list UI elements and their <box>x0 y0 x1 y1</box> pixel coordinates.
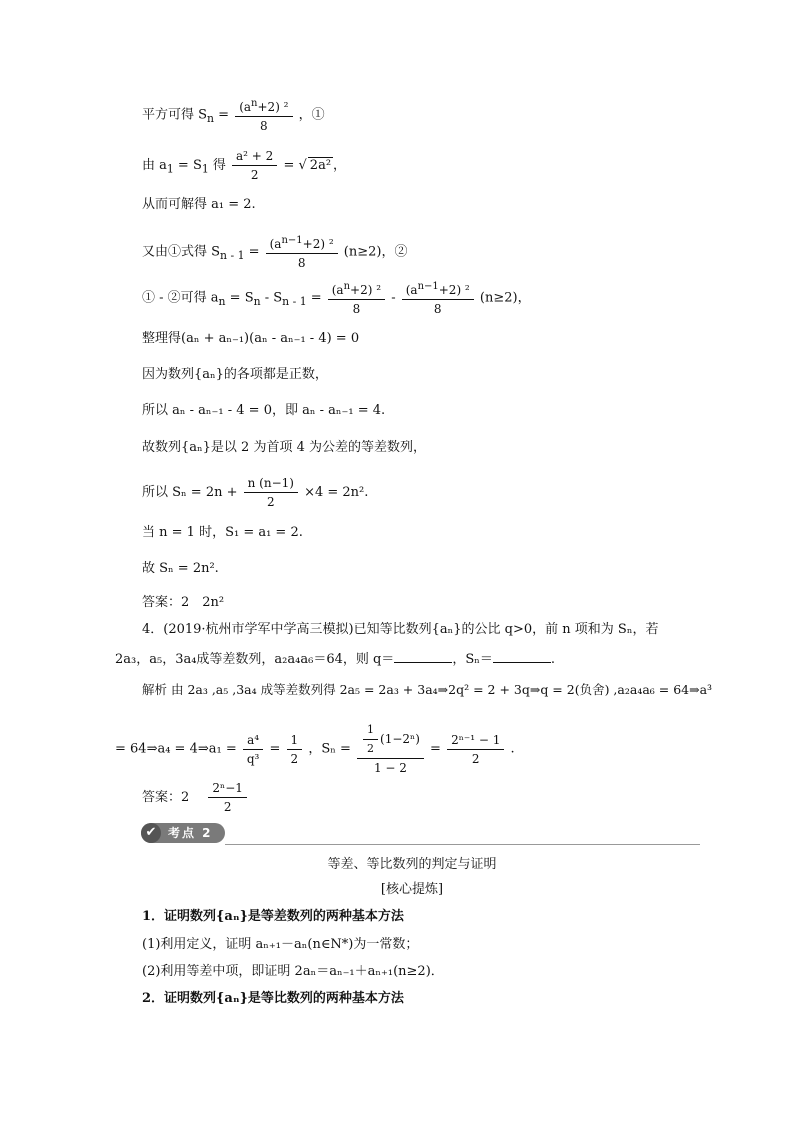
text: 平方可得 S <box>142 107 208 123</box>
text: = <box>269 741 285 757</box>
superscript: n−1 <box>417 281 439 292</box>
fraction <box>235 96 292 134</box>
text: = S <box>173 158 202 173</box>
text: 得 <box>208 158 226 173</box>
text-line: 从而可解得 a₁ = 2. <box>142 197 256 212</box>
text-line: 故 Sₙ = 2n². <box>142 561 219 576</box>
fraction <box>232 148 277 183</box>
text: 由 a <box>142 158 167 173</box>
superscript: n <box>343 281 351 292</box>
fraction <box>363 722 378 757</box>
solution-line-2 <box>115 722 515 776</box>
core-point-2: 2．证明数列{aₙ}是等比数列的两种基本方法 <box>142 991 404 1006</box>
denominator: 2 <box>266 495 275 509</box>
denominator: 2 <box>290 751 299 766</box>
text: ，① <box>298 107 325 123</box>
solution-line: 解析 由 2a₃ ,a₅ ,3a₄ 成等差数列得 2a₅ = 2a₃ + 3a₄⇒2q² = 2 + 3q⇒q = 2(负舍) ,a₂a₄a₆ = 64⇒a³ <box>142 682 713 697</box>
text: ，Sₙ＝ <box>452 652 493 667</box>
text: ① - ②可得 a <box>142 290 219 306</box>
subscript: 1 <box>166 162 174 176</box>
fraction <box>243 732 264 767</box>
text: = <box>430 741 446 757</box>
text: - <box>391 290 400 306</box>
text: 2a₃，a₅，3a₄成等差数列，a₂a₄a₆＝64，则 q＝ <box>115 652 395 667</box>
section-title: 等差、等比数列的判定与证明 <box>327 857 497 872</box>
eq-line-a1: 由 $a_1 = S_1$ 得 $\frac{\text{a² + 2}}{2}$ = √ 2a² ， <box>142 149 347 182</box>
fraction <box>287 732 303 767</box>
text: 又由①式得 S <box>142 244 221 260</box>
numerator: (a <box>405 283 418 297</box>
subscript: n <box>253 295 261 309</box>
numerator: a² + 2 <box>232 148 277 166</box>
text: = S <box>225 290 254 306</box>
problem-4: 4．(2019·杭州市学军中学高三模拟)已知等比数列{aₙ}的公比 q>0，前 n 项和为 Sₙ，若 <box>142 622 659 637</box>
text: = <box>244 244 264 260</box>
numerator-tail: +2) ² <box>350 283 382 297</box>
text-line: 因为数列{aₙ}的各项都是正数， <box>142 367 328 382</box>
text: (n≥2)，② <box>343 244 408 260</box>
denominator: q³ <box>246 751 260 766</box>
subscript: n <box>218 295 226 309</box>
superscript: n <box>251 98 258 109</box>
check-icon: ✔ <box>141 823 161 843</box>
denominator: 8 <box>260 119 268 133</box>
fraction <box>357 722 424 776</box>
numerator: (a <box>239 100 252 114</box>
fraction <box>328 279 385 317</box>
text: 所以 Sₙ = 2n + <box>142 485 242 500</box>
denominator: 8 <box>352 302 361 316</box>
text: = <box>283 158 299 173</box>
numerator: 1 <box>363 722 378 740</box>
text: = <box>306 290 326 306</box>
numerator: 1 <box>287 732 303 750</box>
denominator: 2 <box>367 742 375 755</box>
sqrt-radicand: 2a² <box>309 158 332 173</box>
eq-line-sn1 <box>142 233 407 271</box>
text: . <box>550 652 555 667</box>
answer-line-2 <box>142 780 249 815</box>
numerator-tail: +2) ² <box>438 283 470 297</box>
text-line: 整理得(aₙ + aₙ₋₁)(aₙ - aₙ₋₁ - 4) = 0 <box>142 331 360 346</box>
text-line: 所以 aₙ - aₙ₋₁ - 4 = 0，即 aₙ - aₙ₋₁ = 4. <box>142 403 386 418</box>
numerator: 2ⁿ⁻¹ − 1 <box>447 732 504 750</box>
fraction <box>402 279 474 317</box>
superscript: n−1 <box>281 235 303 246</box>
fraction <box>447 732 504 767</box>
text: ， <box>333 158 347 173</box>
text-line: 当 n = 1 时，S₁ = a₁ = 2. <box>142 525 303 540</box>
badge-label: 考点 2 <box>168 826 213 840</box>
answer-blank <box>493 650 551 663</box>
numerator <box>357 722 424 759</box>
core-point-1a: (1)利用定义，证明 aₙ₊₁－aₙ(n∈N*)为一常数； <box>142 937 419 952</box>
problem-4-cont <box>115 650 555 668</box>
denominator: 8 <box>297 256 306 270</box>
fraction <box>266 233 338 271</box>
core-point-1: 1．证明数列{aₙ}是等差数列的两种基本方法 <box>142 909 404 924</box>
fraction <box>244 475 298 510</box>
denominator: 2 <box>250 168 259 182</box>
text: (n≥2)， <box>479 290 531 306</box>
answer-blank <box>394 650 452 663</box>
section-subtitle: [核心提炼] <box>380 882 444 897</box>
text-line: 故数列{aₙ}是以 2 为首项 4 为公差的等差数列， <box>142 440 426 455</box>
answer-line: 答案：2 2n² <box>142 595 225 610</box>
section-divider <box>225 844 700 845</box>
text: . <box>510 741 515 757</box>
subscript: n - 1 <box>282 295 307 309</box>
numerator: (a <box>269 237 282 251</box>
text: ×4 = 2n². <box>304 485 369 500</box>
numerator: n (n−1) <box>244 475 298 493</box>
numerator: (a <box>331 283 344 297</box>
numerator-tail: +2) ² <box>302 237 334 251</box>
eq-line-diff <box>142 279 531 317</box>
fraction <box>208 780 247 815</box>
denominator: 2 <box>223 800 232 814</box>
denominator: 8 <box>433 302 442 316</box>
numerator: 2ⁿ−1 <box>208 780 247 798</box>
eq-line-square <box>142 96 325 134</box>
subscript: n - 1 <box>220 249 245 263</box>
text: = <box>214 107 234 123</box>
eq-line-sn <box>142 475 368 510</box>
text: = 64⇒a₄ = 4⇒a₁ = <box>115 741 241 757</box>
text: - S <box>260 290 283 306</box>
numerator: a⁴ <box>243 732 264 750</box>
text: ，Sₙ = <box>308 741 356 757</box>
numerator-tail: +2) ² <box>257 100 289 114</box>
subscript: 1 <box>201 162 209 176</box>
section-badge <box>141 823 225 843</box>
denominator: 1 − 2 <box>373 761 407 775</box>
denominator: 2 <box>471 751 480 766</box>
core-point-1b: (2)利用等差中项，即证明 2aₙ＝aₙ₋₁＋aₙ₊₁(n≥2)． <box>142 964 444 979</box>
subscript: n <box>207 112 215 126</box>
numerator-tail: (1−2ⁿ) <box>380 732 420 746</box>
text: 答案：2 <box>142 790 203 805</box>
